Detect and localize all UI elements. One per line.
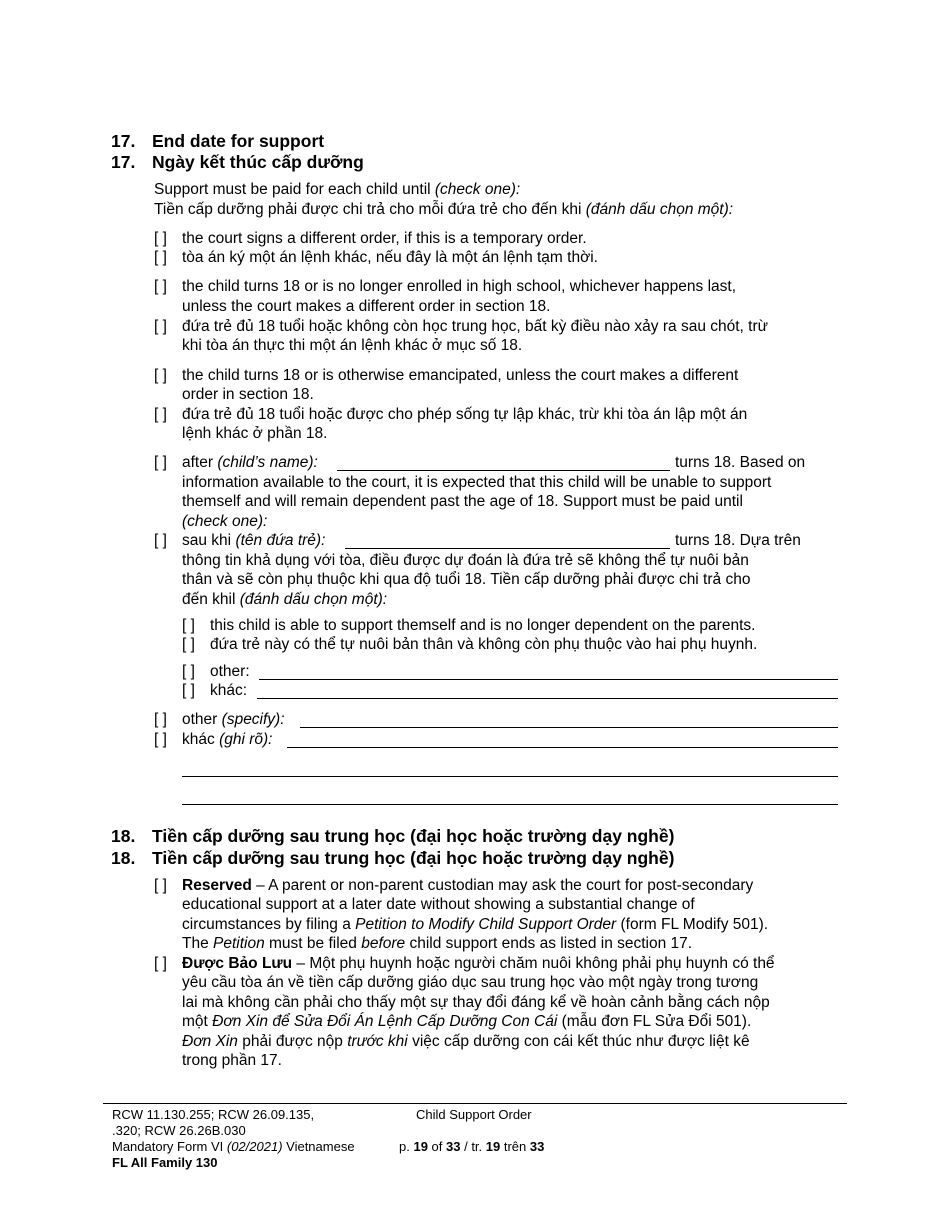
checkbox-sub1-en[interactable]: [ ] bbox=[182, 617, 195, 634]
opt4-en-line3: themself and will remain dependent past the age of 18. Support must be paid until bbox=[182, 493, 743, 510]
checkbox-opt5-en[interactable]: [ ] bbox=[154, 711, 167, 728]
opt5-vi: khác (ghi rõ): bbox=[182, 731, 273, 748]
reserved-vi-line6: trong phần 17. bbox=[182, 1052, 282, 1069]
checkbox-opt4-vi[interactable]: [ ] bbox=[154, 532, 167, 549]
opt4-vi-line1: sau khi (tên đứa trẻ): bbox=[182, 532, 326, 549]
section-17-heading-en: 17. End date for support bbox=[111, 131, 325, 151]
blank-line-1[interactable] bbox=[182, 776, 838, 777]
reserved-en-line3: circumstances by filing a Petition to Modify Child Support Order (form FL Modify 501). bbox=[182, 916, 769, 933]
checkbox-opt1-vi[interactable]: [ ] bbox=[154, 249, 167, 266]
reserved-en-line1: Reserved – A parent or non-parent custodian may ask the court for post-secondary bbox=[182, 877, 754, 894]
reserved-vi-line2: yêu cầu tòa án về tiền cấp dưỡng giáo dục sau trung học vào một ngày trong tương bbox=[182, 974, 759, 991]
opt2-en-line1: the child turns 18 or is no longer enrolled in high school, whichever happens last, bbox=[182, 278, 737, 295]
footer-rcw-2: .320; RCW 26.26B.030 bbox=[112, 1123, 246, 1138]
footer-page-number: p. 19 of 33 / tr. 19 trên 33 bbox=[399, 1139, 545, 1154]
opt4-en-line1: after (child’s name): bbox=[182, 454, 318, 471]
reserved-vi-line3: lai mà không cần phải cho thấy một sự thay đổi đáng kể về hoàn cảnh bằng cách nộp bbox=[182, 994, 770, 1011]
opt2-en-line2: unless the court makes a different order in section 18. bbox=[182, 298, 551, 315]
blank-line-2[interactable] bbox=[182, 804, 838, 805]
intro-vi: Tiền cấp dưỡng phải được chi trả cho mỗi đứa trẻ cho đến khi (đánh dấu chọn một): bbox=[154, 201, 734, 218]
checkbox-opt1-en[interactable]: [ ] bbox=[154, 230, 167, 247]
opt4-en-turns: turns 18. Based on bbox=[675, 454, 806, 471]
opt3-vi-line2: lệnh khác ở phần 18. bbox=[182, 425, 328, 442]
reserved-vi-line5: Đơn Xin phải được nộp trước khi việc cấp dưỡng con cái kết thúc như được liệt kê bbox=[182, 1033, 750, 1050]
sub1-en: this child is able to support themself and is no longer dependent on the parents. bbox=[210, 617, 756, 634]
checkbox-reserved-en[interactable]: [ ] bbox=[154, 877, 167, 894]
footer-doc-title: Child Support Order bbox=[416, 1107, 532, 1122]
opt4-vi-line4: đến khil (đánh dấu chọn một): bbox=[182, 591, 388, 608]
footer-form-id: FL All Family 130 bbox=[112, 1155, 218, 1170]
other-specify-input-en[interactable] bbox=[300, 727, 838, 728]
checkbox-sub2-vi[interactable]: [ ] bbox=[182, 682, 195, 699]
reserved-vi-line1: Được Bảo Lưu – Một phụ huynh hoặc người chăm nuôi không phải phụ huynh có thể bbox=[182, 955, 775, 972]
sub2-vi: khác: bbox=[210, 682, 248, 699]
section-18-heading-vi: 18. Tiền cấp dưỡng sau trung học (đại học hoặc trường dạy nghề) bbox=[111, 848, 675, 868]
intro-en: Support must be paid for each child until (check one): bbox=[154, 181, 521, 198]
reserved-vi-line4: một Đơn Xin để Sửa Đổi Án Lệnh Cấp Dưỡng Con Cái (mẫu đơn FL Sửa Đổi 501). bbox=[182, 1013, 752, 1030]
checkbox-opt2-vi[interactable]: [ ] bbox=[154, 318, 167, 335]
footer-divider bbox=[103, 1103, 847, 1104]
opt2-vi-line2: khi tòa án thực thi một án lệnh khác ở mục số 18. bbox=[182, 337, 523, 354]
child-name-input-en[interactable] bbox=[337, 470, 670, 471]
opt1-en: the court signs a different order, if this is a temporary order. bbox=[182, 230, 587, 247]
opt4-vi-turns: turns 18. Dựa trên bbox=[675, 532, 801, 549]
checkbox-opt5-vi[interactable]: [ ] bbox=[154, 731, 167, 748]
checkbox-reserved-vi[interactable]: [ ] bbox=[154, 955, 167, 972]
checkbox-opt2-en[interactable]: [ ] bbox=[154, 278, 167, 295]
opt2-vi-line1: đứa trẻ đủ 18 tuổi hoặc không còn học trung học, bất kỳ điều nào xảy ra sau chót, trừ bbox=[182, 318, 769, 335]
opt3-en-line2: order in section 18. bbox=[182, 386, 314, 403]
opt4-vi-line2: thông tin khả dụng với tòa, điều được dự đoán là đứa trẻ sẽ không thể tự nuôi bản bbox=[182, 552, 749, 569]
section-17-heading-vi: 17. Ngày kết thúc cấp dưỡng bbox=[111, 152, 364, 172]
sub2-en: other: bbox=[210, 663, 250, 680]
opt3-en-line1: the child turns 18 or is otherwise emancipated, unless the court makes a different bbox=[182, 367, 739, 384]
opt1-vi: tòa án ký một án lệnh khác, nếu đây là một án lệnh tạm thời. bbox=[182, 249, 598, 266]
child-name-input-vi[interactable] bbox=[345, 548, 670, 549]
reserved-en-line2: educational support at a later date without showing a substantial change of bbox=[182, 896, 695, 913]
opt4-en-line4: (check one): bbox=[182, 513, 268, 530]
opt4-en-line2: information available to the court, it is expected that this child will be unable to support bbox=[182, 474, 772, 491]
other-specify-input-vi[interactable] bbox=[287, 747, 838, 748]
opt4-vi-line3: thân và sẽ còn phụ thuộc khi qua độ tuổi 18. Tiền cấp dưỡng phải được chi trả cho bbox=[182, 571, 751, 588]
reserved-en-line4: The Petition must be filed before child support ends as listed in section 17. bbox=[182, 935, 693, 952]
opt3-vi-line1: đứa trẻ đủ 18 tuổi hoặc được cho phép sống tự lập khác, trừ khi tòa án lập một án bbox=[182, 406, 748, 423]
sub-other-input-en[interactable] bbox=[259, 679, 838, 680]
opt5-en: other (specify): bbox=[182, 711, 285, 728]
checkbox-sub1-vi[interactable]: [ ] bbox=[182, 636, 195, 653]
section-18-heading-en: 18. Tiền cấp dưỡng sau trung học (đại học hoặc trường dạy nghề) bbox=[111, 826, 675, 846]
checkbox-opt3-en[interactable]: [ ] bbox=[154, 367, 167, 384]
checkbox-opt3-vi[interactable]: [ ] bbox=[154, 406, 167, 423]
sub1-vi: đứa trẻ này có thể tự nuôi bản thân và không còn phụ thuộc vào hai phụ huynh. bbox=[210, 636, 758, 653]
footer-form: Mandatory Form VI (02/2021) Vietnamese bbox=[112, 1139, 355, 1154]
sub-other-input-vi[interactable] bbox=[257, 698, 838, 699]
footer-rcw-1: RCW 11.130.255; RCW 26.09.135, bbox=[112, 1107, 315, 1122]
checkbox-sub2-en[interactable]: [ ] bbox=[182, 663, 195, 680]
checkbox-opt4-en[interactable]: [ ] bbox=[154, 454, 167, 471]
